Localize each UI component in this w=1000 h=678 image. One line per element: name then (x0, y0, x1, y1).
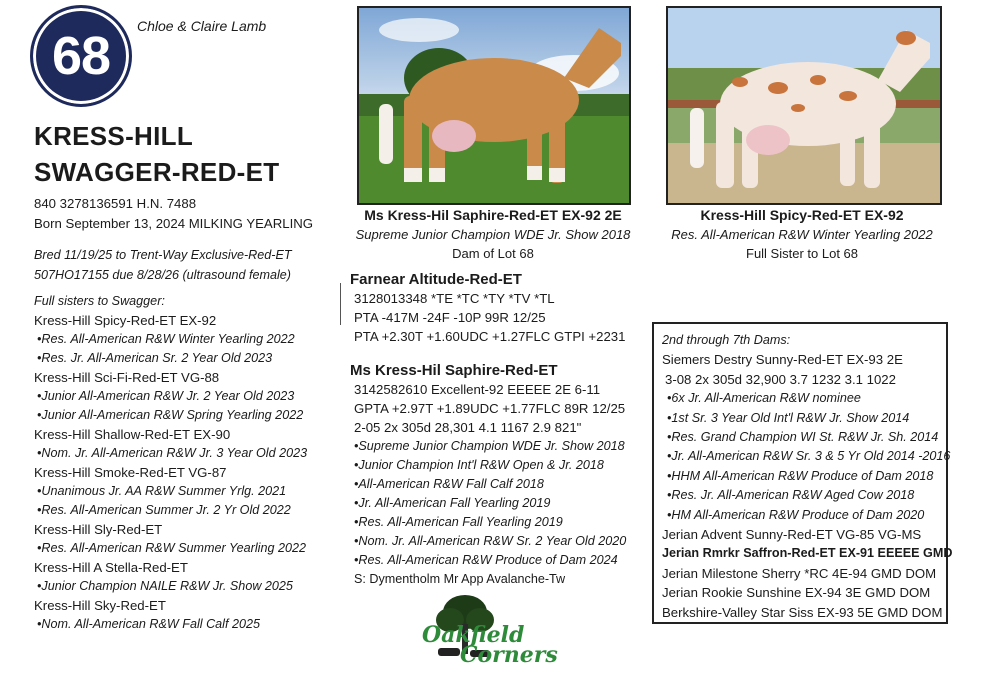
ancestor-award: •HM All-American R&W Produce of Dam 2020 (667, 507, 925, 522)
dam-sire-line: S: Dymentholm Mr App Avalanche-Tw (354, 572, 566, 586)
sister-name: Kress-Hill Shallow-Red-ET EX-90 (34, 427, 231, 442)
sister-name: Kress-Hill A Stella-Red-ET (34, 560, 188, 575)
sire-line: 3128013348 *TE *TC *TY *TV *TL (354, 291, 555, 306)
dams-box (652, 322, 953, 624)
sister-photo (666, 6, 942, 205)
lot-number-badge (30, 5, 132, 107)
sister-name: Kress-Hill Spicy-Red-ET EX-92 (34, 313, 217, 328)
ancestor-name: Jerian Rmrkr Saffron-Red-ET EX-91 EEEEE GMD (662, 546, 953, 561)
ancestor-name: Jerian Advent Sunny-Red-ET VG-85 VG-MS (662, 527, 922, 543)
oakfield-corners-logo (420, 590, 570, 670)
sister-photo-title: Kress-Hill Spicy-Red-ET EX-92 (700, 207, 904, 223)
ancestor-award: •Res. Grand Champion WI St. R&W Jr. Sh. 2014 (667, 430, 939, 445)
animal-name-line2: SWAGGER-RED-ET (34, 157, 280, 187)
ancestor-award: •Jr. All-American R&W Sr. 3 & 5 Yr Old 2014 -2016 (667, 449, 951, 464)
dam-line: 3142582610 Excellent-92 EEEEE 2E 6-11 (354, 382, 601, 397)
sire-name: Farnear Altitude-Red-ET (350, 271, 522, 288)
pedigree-bracket (340, 283, 341, 325)
animal-ids: 840 3278136591 H.N. 7488 (34, 196, 197, 211)
bred-line1: Bred 11/19/25 to Trent-Way Exclusive-Red-ET (34, 248, 292, 262)
logo-word2: Corners (460, 642, 558, 668)
sister-award: •Unanimous Jr. AA R&W Summer Yrlg. 2021 (37, 484, 287, 498)
full-sisters-list (34, 311, 344, 634)
dam-name: Ms Kress-Hil Saphire-Red-ET (350, 362, 558, 379)
dam-award: •Res. All-American R&W Produce of Dam 2024 (354, 553, 618, 567)
ancestor-name: Siemers Destry Sunny-Red-ET EX-93 2E (662, 352, 903, 368)
ancestor-award: •Res. Jr. All-American R&W Aged Cow 2018 (667, 488, 915, 503)
ancestor-award: •1st Sr. 3 Year Old Int'l R&W Jr. Show 2014 (667, 410, 910, 425)
dam-award: •Res. All-American Fall Yearling 2019 (354, 515, 563, 529)
sister-award: •Nom. Jr. All-American R&W Jr. 3 Year Old 2023 (37, 446, 308, 460)
full-sisters-heading: Full sisters to Swagger: (34, 294, 165, 308)
sire-section (350, 270, 625, 346)
sister-photo-award: Res. All-American R&W Winter Yearling 2022 (671, 227, 933, 242)
dam-photo (357, 6, 631, 205)
dam-photo-image (359, 8, 629, 203)
ancestor-award: •HHM All-American R&W Produce of Dam 2018 (667, 468, 934, 483)
sister-photo-note: Full Sister to Lot 68 (746, 246, 858, 261)
animal-birth: Born September 13, 2024 MILKING YEARLING (34, 216, 314, 231)
dams-heading: 2nd through 7th Dams: (662, 333, 791, 347)
sister-name: Kress-Hill Sci-Fi-Red-ET VG-88 (34, 370, 220, 385)
sister-name: Kress-Hill Sly-Red-ET (34, 522, 163, 537)
ancestor-name: Jerian Milestone Sherry *RC 4E-94 GMD DOM (662, 565, 937, 581)
dam-award: •Jr. All-American Fall Yearling 2019 (354, 496, 551, 510)
sister-award: •Res. Jr. All-American Sr. 2 Year Old 2023 (37, 351, 273, 365)
animal-name-line1: KRESS-HILL (34, 121, 193, 151)
sister-award: •Junior All-American R&W Jr. 2 Year Old 2023 (37, 389, 295, 403)
sister-award: •Junior All-American R&W Spring Yearling 2022 (37, 408, 304, 422)
sister-photo-caption (647, 206, 957, 263)
owner-name: Chloe & Claire Lamb (137, 18, 267, 34)
bred-line2: 507HO17155 due 8/28/26 (ultrasound female) (34, 268, 291, 282)
sister-award: •Res. All-American R&W Winter Yearling 2022 (37, 332, 295, 346)
ancestor-award: •6x Jr. All-American R&W nominee (667, 391, 861, 406)
dam-awards-list (354, 437, 626, 570)
dam-award: •Nom. Jr. All-American R&W Sr. 2 Year Old 2020 (354, 534, 627, 548)
dam-line: GPTA +2.97T +1.89UDC +1.77FLC 89R 12/25 (354, 401, 626, 416)
animal-name (34, 118, 279, 190)
dam-photo-note: Dam of Lot 68 (452, 246, 534, 261)
sister-award: •Junior Champion NAILE R&W Jr. Show 2025 (37, 579, 293, 593)
sire-line: PTA +2.30T +1.60UDC +1.27FLC GTPI +2231 (354, 329, 626, 344)
sire-line: PTA -417M -24F -10P 99R 12/25 (354, 310, 546, 325)
dam-award: •All-American R&W Fall Calf 2018 (354, 477, 544, 491)
dam-line: 2-05 2x 305d 28,301 4.1 1167 2.9 821" (354, 420, 582, 435)
dams-list (662, 350, 953, 622)
sister-award: •Nom. All-American R&W Fall Calf 2025 (37, 617, 260, 631)
ancestor-name: Berkshire-Valley Star Siss EX-93 5E GMD DOM (662, 604, 943, 620)
dam-photo-award: Supreme Junior Champion WDE Jr. Show 2018 (355, 227, 631, 242)
sister-award: •Res. All-American R&W Summer Yearling 2022 (37, 541, 306, 555)
ancestor-name: Jerian Rookie Sunshine EX-94 3E GMD DOM (662, 585, 931, 601)
sister-name: Kress-Hill Smoke-Red-ET VG-87 (34, 465, 227, 480)
sister-name: Kress-Hill Sky-Red-ET (34, 598, 166, 613)
logo-word1: Oakfield (422, 622, 525, 648)
dam-section (350, 361, 626, 589)
sister-award: •Res. All-American Summer Jr. 2 Yr Old 2022 (37, 503, 291, 517)
ancestor-record: 3-08 2x 305d 32,900 3.7 1232 3.1 1022 (665, 371, 896, 387)
sister-photo-image (668, 8, 940, 203)
dam-photo-caption (338, 206, 648, 263)
dam-photo-title: Ms Kress-Hil Saphire-Red-ET EX-92 2E (364, 207, 622, 223)
dam-award: •Supreme Junior Champion WDE Jr. Show 2018 (354, 439, 625, 453)
lot-number: 68 (51, 26, 111, 86)
dam-award: •Junior Champion Int'l R&W Open & Jr. 2018 (354, 458, 604, 472)
full-sisters-section (34, 292, 344, 634)
